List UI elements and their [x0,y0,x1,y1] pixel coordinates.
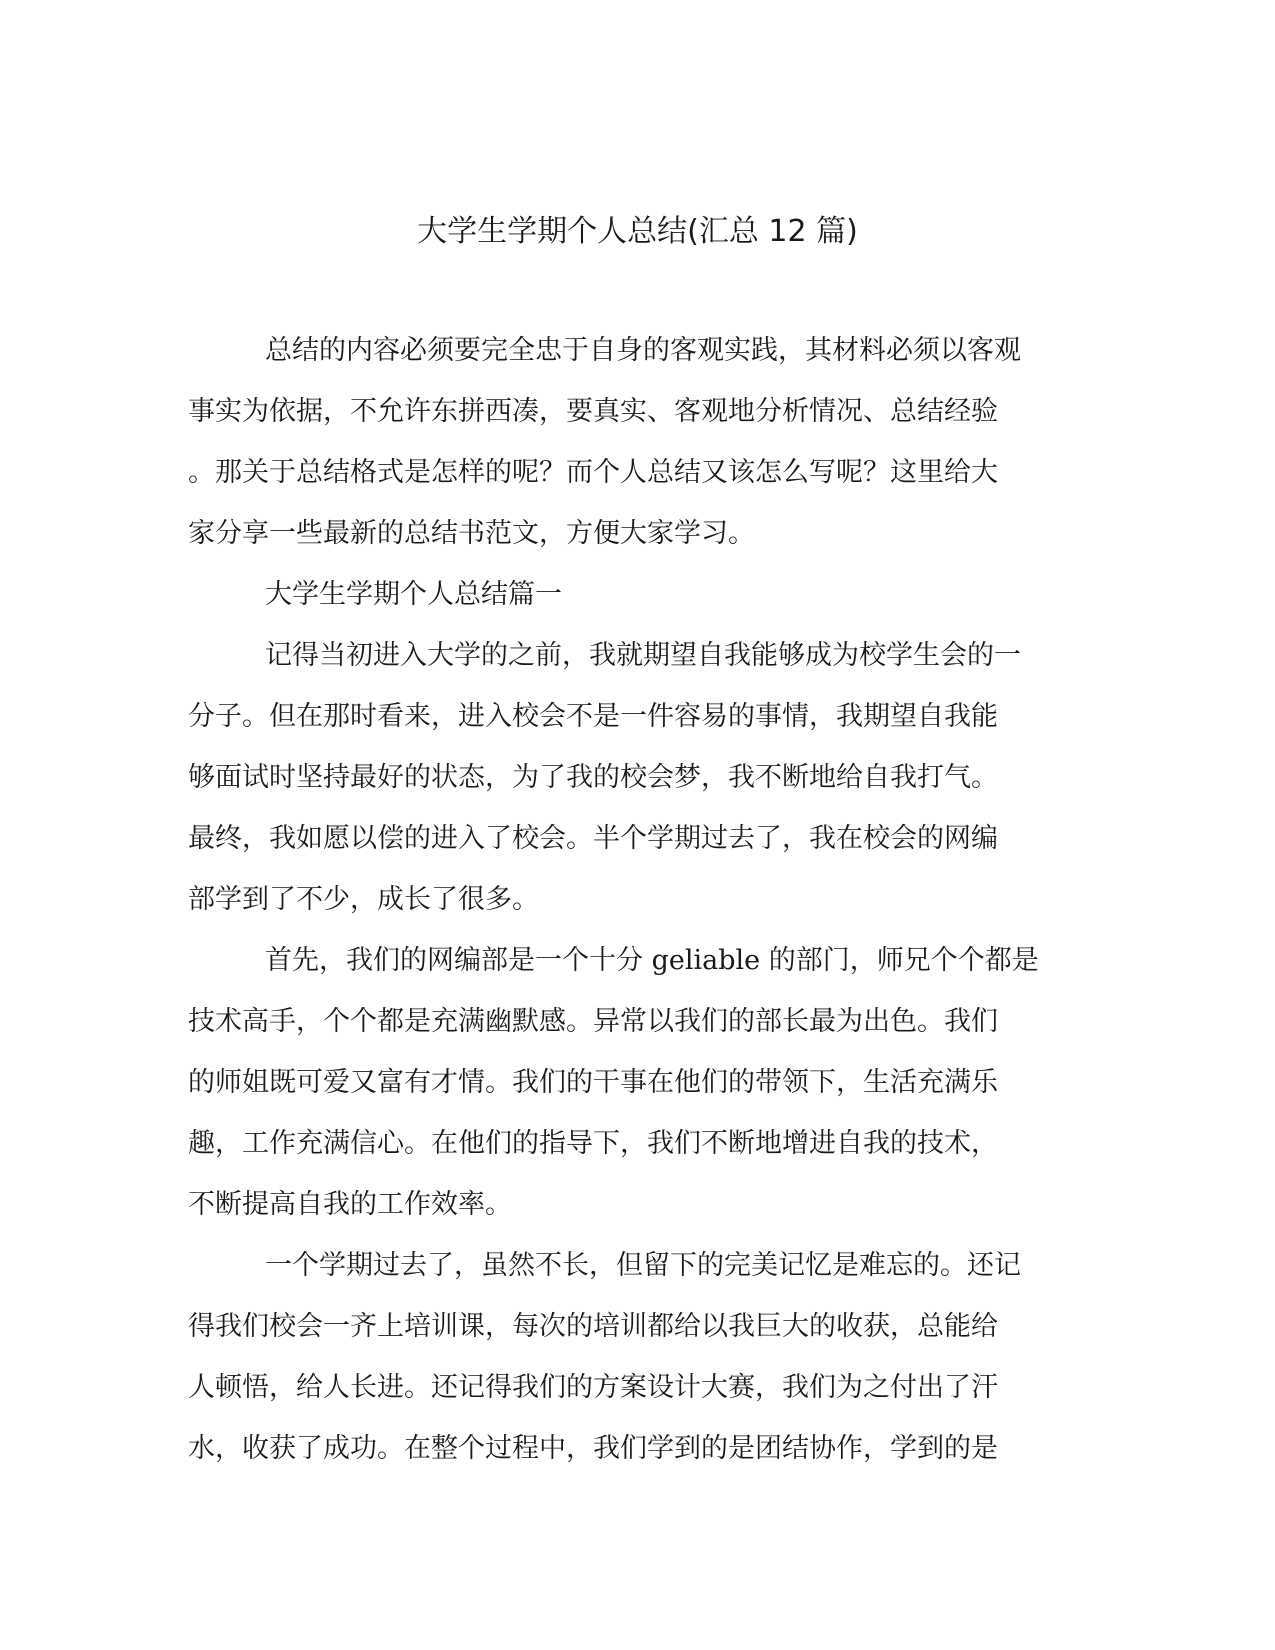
section-heading: 大学生学期个人总结篇一 [265,579,562,610]
paragraph-line: 的师姐既可爱又富有才情。我们的干事在他们的带领下，生活充满乐 [188,1067,998,1098]
paragraph-line: 。那关于总结格式是怎样的呢？而个人总结又该怎么写呢？这里给大 [188,457,998,488]
paragraph-line: 部学到了不少，成长了很多。 [188,884,539,915]
paragraph-line: 不断提高自我的工作效率。 [188,1189,512,1220]
paragraph-line: 事实为依据，不允许东拼西凑，要真实、客观地分析情况、总结经验 [188,396,998,427]
paragraph-line: 技术高手，个个都是充满幽默感。异常以我们的部长最为出色。我们 [188,1006,998,1037]
paragraph-line: 分子。但在那时看来，进入校会不是一件容易的事情，我期望自我能 [188,701,998,732]
document-body [188,320,1068,1479]
paragraph-line: 一个学期过去了，虽然不长，但留下的完美记忆是难忘的。还记 [265,1250,1021,1281]
paragraph-line: 水，收获了成功。在整个过程中，我们学到的是团结协作，学到的是 [188,1433,998,1464]
paragraph-line: 得我们校会一齐上培训课，每次的培训都给以我巨大的收获，总能给 [188,1311,998,1342]
paragraph-line: 够面试时坚持最好的状态，为了我的校会梦，我不断地给自我打气。 [188,762,998,793]
paragraph-line: 家分享一些最新的总结书范文，方便大家学习。 [188,518,755,549]
paragraph-line: 最终，我如愿以偿的进入了校会。半个学期过去了，我在校会的网编 [188,823,998,854]
paragraph-line: 趣，工作充满信心。在他们的指导下，我们不断地增进自我的技术， [188,1128,998,1159]
paragraph-line: 记得当初进入大学的之前，我就期望自我能够成为校学生会的一 [265,640,1021,671]
paragraph-line: 首先，我们的网编部是一个十分 geliable 的部门，师兄个个都是 [265,945,1039,976]
paragraph-line: 总结的内容必须要完全忠于自身的客观实践，其材料必须以客观 [265,335,1021,366]
document-title: 大学生学期个人总结(汇总 12 篇) [417,214,858,249]
paragraph-line: 人顿悟，给人长进。还记得我们的方案设计大赛，我们为之付出了汗 [188,1372,998,1403]
